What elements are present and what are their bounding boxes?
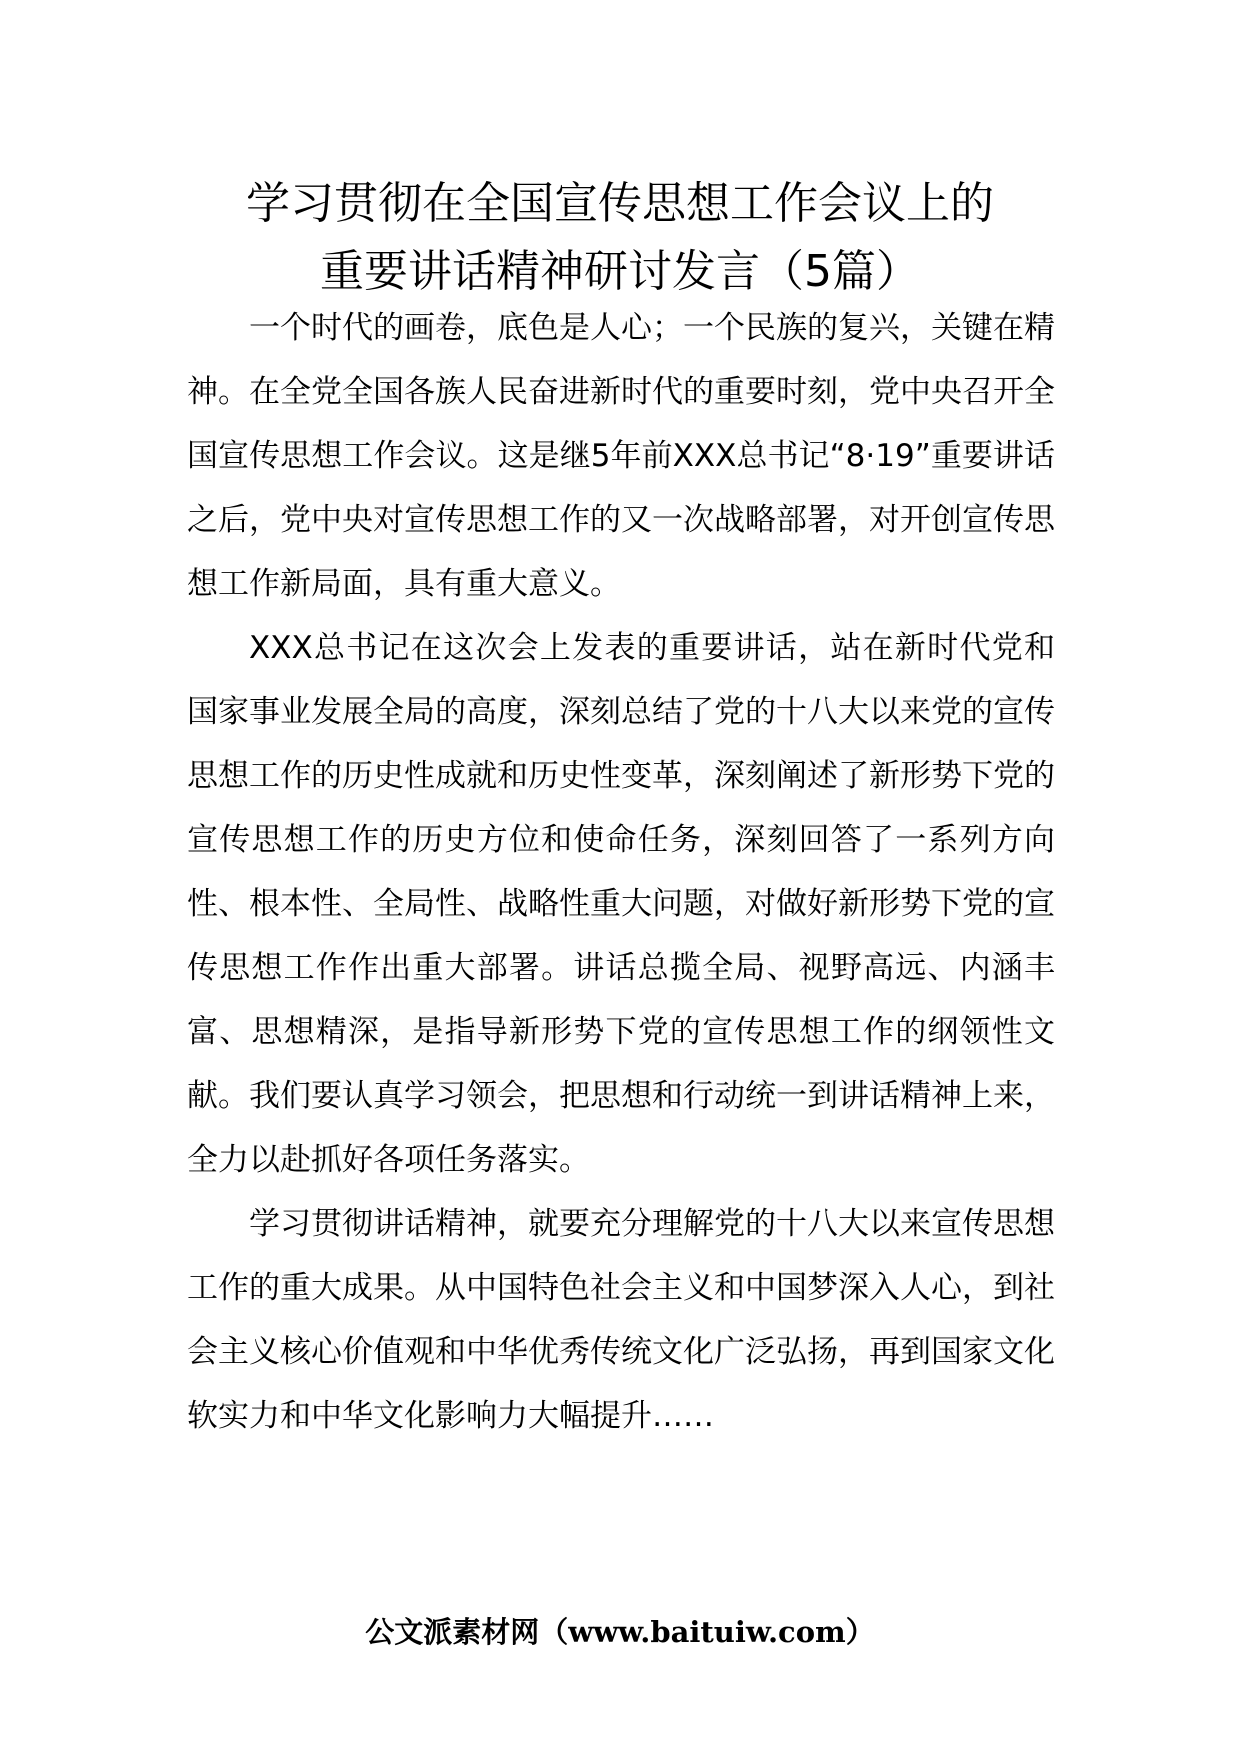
document-body [187, 296, 1055, 1448]
title-line-2: 重要讲话精神研讨发言（5篇） [320, 246, 920, 297]
footer-watermark: 公文派素材网（www.baituiw.com） [365, 1615, 875, 1649]
body-paragraph: 一个时代的画卷，底色是人心；一个民族的复兴，关键在精神。在全党全国各族人民奋进新时代的重要时刻，党中央召开全国宣传思想工作会议。这是继5年前XXX总书记“8·19”重要讲话之后，党中央对宣传思想工作的又一次战略部署，对开创宣传思想工作新局面，具有重大意义。 [187, 310, 1055, 602]
body-paragraph: XXX总书记在这次会上发表的重要讲话，站在新时代党和国家事业发展全局的高度，深刻总结了党的十八大以来党的宣传思想工作的历史性成就和历史性变革，深刻阐述了新形势下党的宣传思想工作的历史方位和使命任务，深刻回答了一系列方向性、根本性、全局性、战略性重大问题，对做好新形势下党的宣传思想工作作出重大部署。讲话总揽全局、视野高远、内涵丰富、思想精深，是指导新形势下党的宣传思想工作的纲领性文献。我们要认真学习领会，把思想和行动统一到讲话精神上来，全力以赴抓好各项任务落实。 [187, 630, 1055, 1178]
body-paragraph: 学习贯彻讲话精神，就要充分理解党的十八大以来宣传思想工作的重大成果。从中国特色社会主义和中国梦深入人心，到社会主义核心价值观和中华优秀传统文化广泛弘扬，再到国家文化软实力和中华文化影响力大幅提升…… [187, 1206, 1055, 1434]
document-title [150, 170, 1090, 306]
title-line-1: 学习贯彻在全国宣传思想工作会议上的 [246, 178, 994, 229]
